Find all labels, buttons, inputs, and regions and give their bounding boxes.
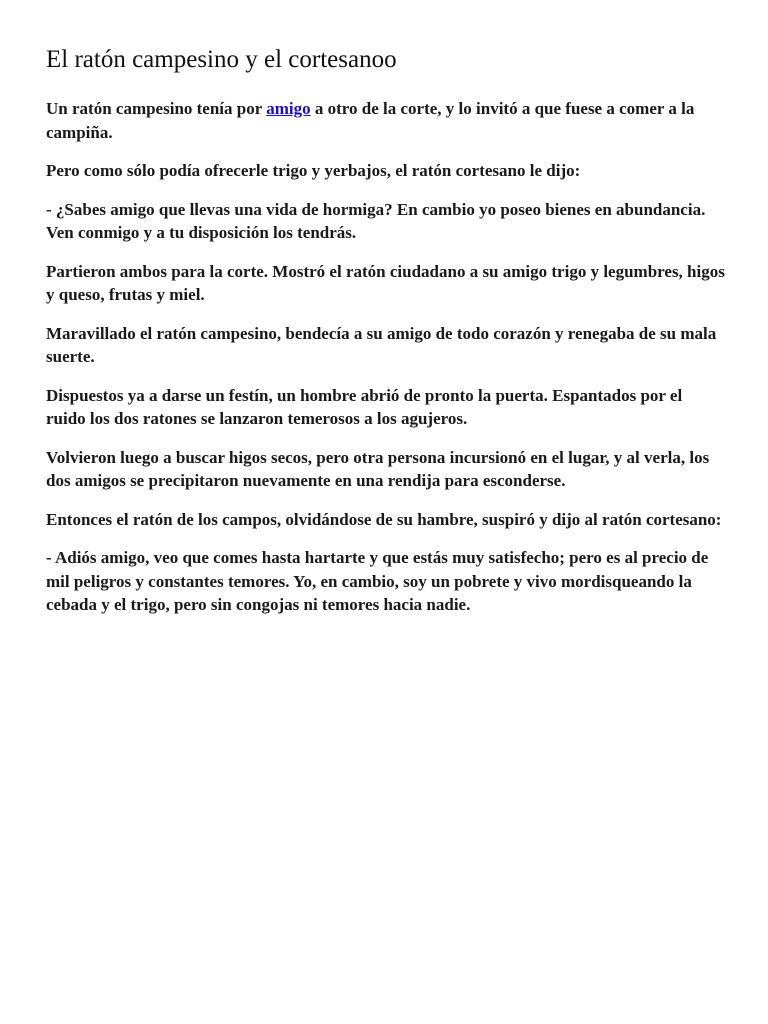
paragraph-9: - Adiós amigo, veo que comes hasta hartarte y que estás muy satisfecho; pero es al precio de mil peligros y constantes temores. Yo, en cambio, soy un pobrete y vivo mordisqueando la cebada y el trigo, pero sin congojas ni temores hacia nadie.	[46, 548, 709, 614]
paragraph-1	[46, 97, 726, 144]
paragraph-1-text-before: Un ratón campesino tenía por	[46, 99, 267, 118]
paragraph-4: Partieron ambos para la corte. Mostró el ratón ciudadano a su amigo trigo y legumbres, higos y queso, frutas y miel.	[46, 261, 725, 304]
amigo-link[interactable]: amigo	[266, 99, 311, 118]
paragraph-5: Maravillado el ratón campesino, bendecía a su amigo de todo corazón y renegaba de su mala suerte.	[46, 323, 717, 366]
paragraph-3: - ¿Sabes amigo que llevas una vida de hormiga? En cambio yo poseo bienes en abundancia. Ven conmigo y a tu disposición los tendrás.	[46, 199, 706, 242]
paragraph-8: Entonces el ratón de los campos, olvidándose de su hambre, suspiró y dijo al ratón cortesano:	[46, 509, 722, 529]
paragraph-7: Volvieron luego a buscar higos secos, pero otra persona incursionó en el lugar, y al verla, los dos amigos se precipitaron nuevamente en una rendija para esconderse.	[46, 447, 710, 490]
paragraph-1-text-after: a otro de la corte, y lo invitó a que fuese a comer a la campiña.	[46, 99, 695, 142]
paragraph-6: Dispuestos ya a darse un festín, un hombre abrió de pronto la puerta. Espantados por el ruido los dos ratones se lanzaron temerosos a los agujeros.	[46, 385, 683, 428]
document-page	[46, 44, 726, 632]
paragraph-2: Pero como sólo podía ofrecerle trigo y yerbajos, el ratón cortesano le dijo:	[46, 161, 581, 180]
document-title: El ratón campesino y el cortesanoo	[46, 46, 397, 73]
